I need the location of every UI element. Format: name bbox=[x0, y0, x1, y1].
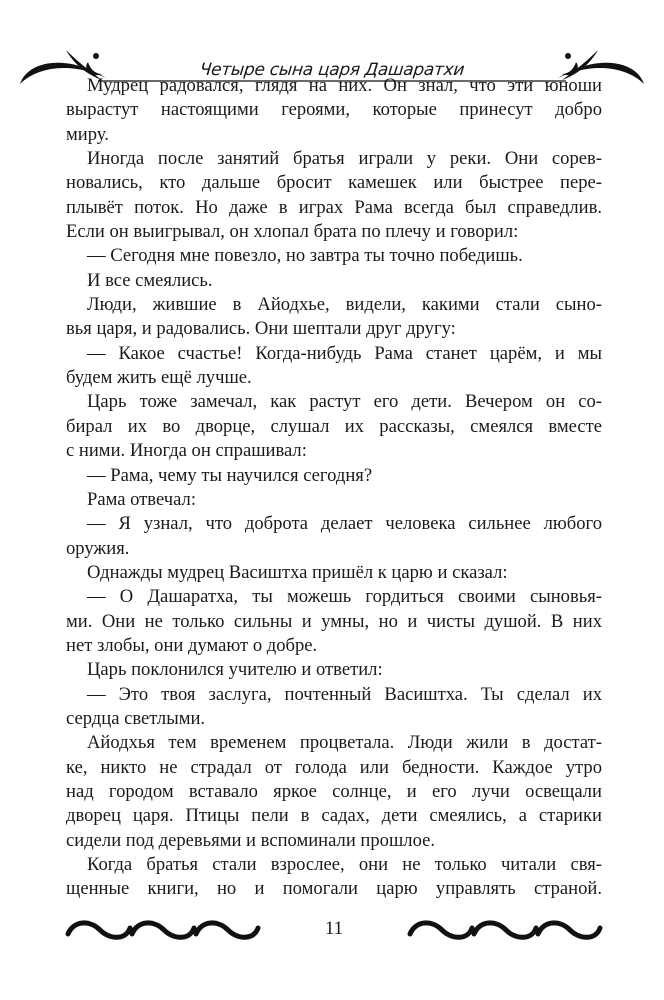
text-line: — Рама, чему ты научился сегодня? bbox=[87, 464, 373, 486]
text-line: щенные книги, но и помогали царю управлять страной. bbox=[66, 878, 602, 900]
text-line: нет злобы, они думают о добре. bbox=[66, 634, 318, 656]
text-line: с ними. Иногда он спрашивал: bbox=[66, 440, 307, 462]
page-number: 11 bbox=[324, 918, 344, 939]
text-line: Однажды мудрец Васиштха пришёл к царю и сказал: bbox=[87, 561, 508, 583]
text-line: сердца светлыми. bbox=[66, 707, 206, 729]
page-footer bbox=[60, 912, 608, 952]
text-line: новались, кто дальше бросит камешек или быстрее пере- bbox=[66, 172, 602, 194]
text-line: Айодхья тем временем процветала. Люди жили в достат- bbox=[87, 732, 602, 754]
text-line: вья царя, и радовались. Они шептали друг другу: bbox=[66, 318, 456, 340]
text-line: Царь тоже замечал, как растут его дети. Вечером он со- bbox=[87, 391, 602, 413]
text-line: оружия. bbox=[66, 537, 130, 559]
text-line: Рама отвечал: bbox=[87, 488, 196, 510]
text-line: бирал их во дворце, слушал их рассказы, смеялся вместе bbox=[66, 415, 602, 437]
page-body-text bbox=[66, 74, 602, 902]
running-title: Четыре сына царя Дашаратхи bbox=[198, 60, 466, 80]
text-line: Иногда после занятий братья играли у реки. Они сорев- bbox=[87, 148, 602, 170]
text-line: миру. bbox=[66, 123, 109, 145]
text-line: — Сегодня мне повезло, но завтра ты точно победишь. bbox=[87, 245, 523, 267]
text-line: — О Дашаратха, ты можешь гордиться своими сыновья- bbox=[87, 586, 602, 608]
text-line: Люди, жившие в Айодхье, видели, какими стали сыно- bbox=[87, 294, 602, 316]
text-line: сидели под деревьями и вспоминали прошлое. bbox=[66, 829, 435, 851]
text-line: — Это твоя заслуга, почтенный Васиштха. Ты сделал их bbox=[87, 683, 602, 705]
text-line: Если он выигрывал, он хлопал брата по плечу и говорил: bbox=[66, 221, 519, 243]
text-line: вырастут настоящими героями, которые принесут добро bbox=[66, 99, 602, 121]
text-line: ми. Они не только сильны и умны, но и чисты душой. В них bbox=[66, 610, 602, 632]
text-line: плывёт поток. Но даже в играх Рама всегда был справедлив. bbox=[66, 196, 602, 218]
text-line: — Какое счастье! Когда-нибудь Рама станет царём, и мы bbox=[87, 342, 602, 364]
text-line: Когда братья стали взрослее, они не только читали свя- bbox=[87, 854, 602, 875]
text-line: Мудрец радовался, глядя на них. Он знал, что эти юноши bbox=[87, 75, 602, 96]
text-line: дворец царя. Птицы пели в садах, дети смеялись, а старики bbox=[66, 805, 602, 827]
text-line: ке, никто не страдал от голода или бедности. Каждое утро bbox=[66, 756, 602, 778]
text-line: Царь поклонился учителю и ответил: bbox=[87, 659, 383, 681]
text-line: — Я узнал, что доброта делает человека сильнее любого bbox=[87, 513, 602, 535]
text-line: над городом вставало яркое солнце, и его лучи освещали bbox=[66, 780, 602, 802]
text-line: И все смеялись. bbox=[87, 269, 213, 291]
text-line: будем жить ещё лучше. bbox=[66, 367, 252, 389]
